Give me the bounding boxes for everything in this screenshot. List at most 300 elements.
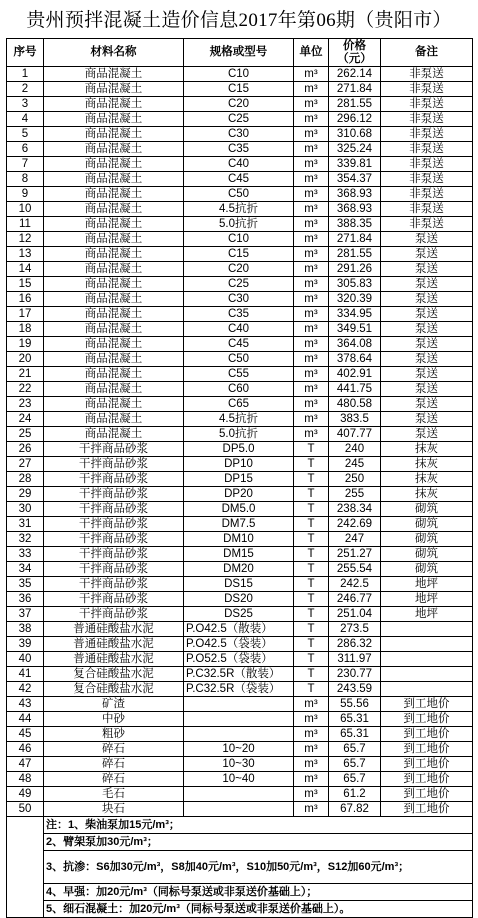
material-name: 商品混凝土 bbox=[44, 322, 184, 337]
material-name: 商品混凝土 bbox=[44, 127, 184, 142]
spec-model: C15 bbox=[184, 247, 294, 262]
table-row bbox=[7, 562, 473, 577]
material-name: 商品混凝土 bbox=[44, 112, 184, 127]
row-number: 39 bbox=[7, 637, 44, 652]
unit: m³ bbox=[294, 382, 329, 397]
row-number: 10 bbox=[7, 202, 44, 217]
price: 349.51 bbox=[329, 322, 381, 337]
row-number: 49 bbox=[7, 787, 44, 802]
spec-model: DS20 bbox=[184, 592, 294, 607]
row-number: 2 bbox=[7, 82, 44, 97]
row-number: 43 bbox=[7, 697, 44, 712]
unit: m³ bbox=[294, 157, 329, 172]
spec-model: DM15 bbox=[184, 547, 294, 562]
row-number: 45 bbox=[7, 727, 44, 742]
note-spacer bbox=[7, 834, 44, 851]
spec-model: DP20 bbox=[184, 487, 294, 502]
remark: 抹灰 bbox=[381, 487, 473, 502]
table-row bbox=[7, 202, 473, 217]
spec-model: 10~40 bbox=[184, 772, 294, 787]
spec-model: C30 bbox=[184, 292, 294, 307]
note-text: 5、细石混凝土：加20元/m³（同标号泵送或非泵送价基础上）。 bbox=[44, 901, 473, 918]
row-number: 6 bbox=[7, 142, 44, 157]
remark: 到工地价 bbox=[381, 787, 473, 802]
table-row bbox=[7, 682, 473, 697]
table-row bbox=[7, 232, 473, 247]
unit: m³ bbox=[294, 307, 329, 322]
price: 325.24 bbox=[329, 142, 381, 157]
table-row bbox=[7, 487, 473, 502]
spec-model: DM7.5 bbox=[184, 517, 294, 532]
unit: T bbox=[294, 442, 329, 457]
unit: m³ bbox=[294, 292, 329, 307]
spec-model: C50 bbox=[184, 187, 294, 202]
material-name: 商品混凝土 bbox=[44, 142, 184, 157]
table-row bbox=[7, 157, 473, 172]
remark: 砌筑 bbox=[381, 562, 473, 577]
price: 364.08 bbox=[329, 337, 381, 352]
spec-model bbox=[184, 712, 294, 727]
remark: 到工地价 bbox=[381, 727, 473, 742]
price: 281.55 bbox=[329, 97, 381, 112]
remark: 泵送 bbox=[381, 262, 473, 277]
row-number: 29 bbox=[7, 487, 44, 502]
table-row bbox=[7, 457, 473, 472]
header-name: 材料名称 bbox=[44, 39, 184, 67]
row-number: 19 bbox=[7, 337, 44, 352]
material-name: 商品混凝土 bbox=[44, 217, 184, 232]
unit: T bbox=[294, 547, 329, 562]
material-name: 干拌商品砂浆 bbox=[44, 487, 184, 502]
row-number: 11 bbox=[7, 217, 44, 232]
price: 255.54 bbox=[329, 562, 381, 577]
price-table bbox=[6, 38, 473, 918]
spec-model: C15 bbox=[184, 82, 294, 97]
table-row bbox=[7, 172, 473, 187]
table-row bbox=[7, 112, 473, 127]
material-name: 商品混凝土 bbox=[44, 157, 184, 172]
remark: 到工地价 bbox=[381, 757, 473, 772]
spec-model: DP10 bbox=[184, 457, 294, 472]
remark: 到工地价 bbox=[381, 802, 473, 817]
spec-model: 4.5抗折 bbox=[184, 412, 294, 427]
remark bbox=[381, 637, 473, 652]
remark bbox=[381, 622, 473, 637]
spec-model: P.C32.5R（袋装） bbox=[184, 682, 294, 697]
table-row bbox=[7, 427, 473, 442]
spec-model: P.C32.5R（散装） bbox=[184, 667, 294, 682]
price: 383.5 bbox=[329, 412, 381, 427]
unit: m³ bbox=[294, 367, 329, 382]
table-row bbox=[7, 412, 473, 427]
table-row bbox=[7, 772, 473, 787]
unit: T bbox=[294, 682, 329, 697]
table-row bbox=[7, 757, 473, 772]
unit: m³ bbox=[294, 277, 329, 292]
price: 65.31 bbox=[329, 727, 381, 742]
material-name: 干拌商品砂浆 bbox=[44, 592, 184, 607]
table-row bbox=[7, 472, 473, 487]
table-row bbox=[7, 292, 473, 307]
unit: m³ bbox=[294, 67, 329, 82]
row-number: 3 bbox=[7, 97, 44, 112]
row-number: 5 bbox=[7, 127, 44, 142]
unit: T bbox=[294, 637, 329, 652]
spec-model: C60 bbox=[184, 382, 294, 397]
note-row bbox=[7, 901, 473, 918]
material-name: 干拌商品砂浆 bbox=[44, 547, 184, 562]
remark: 到工地价 bbox=[381, 742, 473, 757]
spec-model: 4.5抗折 bbox=[184, 202, 294, 217]
row-number: 38 bbox=[7, 622, 44, 637]
price: 61.2 bbox=[329, 787, 381, 802]
table-row bbox=[7, 787, 473, 802]
unit: m³ bbox=[294, 232, 329, 247]
table-row bbox=[7, 247, 473, 262]
price: 291.26 bbox=[329, 262, 381, 277]
remark: 非泵送 bbox=[381, 172, 473, 187]
remark: 泵送 bbox=[381, 292, 473, 307]
note-row bbox=[7, 884, 473, 901]
price: 55.56 bbox=[329, 697, 381, 712]
unit: m³ bbox=[294, 697, 329, 712]
spec-model: 5.0抗折 bbox=[184, 427, 294, 442]
material-name: 干拌商品砂浆 bbox=[44, 532, 184, 547]
spec-model: C35 bbox=[184, 142, 294, 157]
remark: 泵送 bbox=[381, 397, 473, 412]
unit: m³ bbox=[294, 787, 329, 802]
table-row bbox=[7, 742, 473, 757]
unit: m³ bbox=[294, 412, 329, 427]
material-name: 干拌商品砂浆 bbox=[44, 502, 184, 517]
row-number: 30 bbox=[7, 502, 44, 517]
row-number: 8 bbox=[7, 172, 44, 187]
row-number: 42 bbox=[7, 682, 44, 697]
table-row bbox=[7, 637, 473, 652]
row-number: 16 bbox=[7, 292, 44, 307]
spec-model bbox=[184, 787, 294, 802]
unit: m³ bbox=[294, 112, 329, 127]
unit: T bbox=[294, 667, 329, 682]
table-row bbox=[7, 127, 473, 142]
spec-model: DP5.0 bbox=[184, 442, 294, 457]
spec-model: 10~30 bbox=[184, 757, 294, 772]
spec-model: DM10 bbox=[184, 532, 294, 547]
note-text: 4、早强：加20元/m³（同标号泵送或非泵送价基础上）； bbox=[44, 884, 473, 901]
remark: 到工地价 bbox=[381, 697, 473, 712]
remark: 到工地价 bbox=[381, 772, 473, 787]
spec-model bbox=[184, 802, 294, 817]
spec-model: C20 bbox=[184, 97, 294, 112]
remark: 非泵送 bbox=[381, 157, 473, 172]
row-number: 4 bbox=[7, 112, 44, 127]
spec-model: P.O52.5（袋装） bbox=[184, 652, 294, 667]
spec-model: C45 bbox=[184, 337, 294, 352]
table-row bbox=[7, 712, 473, 727]
table-row bbox=[7, 187, 473, 202]
material-name: 干拌商品砂浆 bbox=[44, 517, 184, 532]
row-number: 15 bbox=[7, 277, 44, 292]
price: 262.14 bbox=[329, 67, 381, 82]
table-row bbox=[7, 577, 473, 592]
spec-model bbox=[184, 727, 294, 742]
price: 247 bbox=[329, 532, 381, 547]
unit: m³ bbox=[294, 142, 329, 157]
price: 271.84 bbox=[329, 82, 381, 97]
remark: 砌筑 bbox=[381, 532, 473, 547]
remark: 泵送 bbox=[381, 382, 473, 397]
table-row bbox=[7, 352, 473, 367]
remark: 泵送 bbox=[381, 352, 473, 367]
row-number: 41 bbox=[7, 667, 44, 682]
price: 243.59 bbox=[329, 682, 381, 697]
unit: m³ bbox=[294, 187, 329, 202]
remark: 非泵送 bbox=[381, 187, 473, 202]
table-row bbox=[7, 517, 473, 532]
row-number: 1 bbox=[7, 67, 44, 82]
table-row bbox=[7, 592, 473, 607]
row-number: 46 bbox=[7, 742, 44, 757]
price: 388.35 bbox=[329, 217, 381, 232]
unit: m³ bbox=[294, 742, 329, 757]
table-row bbox=[7, 502, 473, 517]
price: 354.37 bbox=[329, 172, 381, 187]
remark bbox=[381, 652, 473, 667]
remark: 泵送 bbox=[381, 367, 473, 382]
material-name: 商品混凝土 bbox=[44, 397, 184, 412]
table-row bbox=[7, 667, 473, 682]
material-name: 商品混凝土 bbox=[44, 307, 184, 322]
row-number: 27 bbox=[7, 457, 44, 472]
spec-model: C20 bbox=[184, 262, 294, 277]
price: 251.27 bbox=[329, 547, 381, 562]
remark: 非泵送 bbox=[381, 82, 473, 97]
table-row bbox=[7, 322, 473, 337]
row-number: 31 bbox=[7, 517, 44, 532]
material-name: 商品混凝土 bbox=[44, 427, 184, 442]
remark: 地坪 bbox=[381, 577, 473, 592]
unit: m³ bbox=[294, 772, 329, 787]
unit: m³ bbox=[294, 262, 329, 277]
material-name: 碎石 bbox=[44, 757, 184, 772]
spec-model: C10 bbox=[184, 67, 294, 82]
note-text: 2、臂架泵加30元/m³； bbox=[44, 834, 473, 851]
table-row bbox=[7, 442, 473, 457]
note-spacer bbox=[7, 817, 44, 834]
spec-model bbox=[184, 697, 294, 712]
material-name: 矿渣 bbox=[44, 697, 184, 712]
table-row bbox=[7, 382, 473, 397]
table-row bbox=[7, 217, 473, 232]
row-number: 33 bbox=[7, 547, 44, 562]
row-number: 22 bbox=[7, 382, 44, 397]
unit: m³ bbox=[294, 427, 329, 442]
spec-model: P.O42.5（袋装） bbox=[184, 637, 294, 652]
material-name: 商品混凝土 bbox=[44, 202, 184, 217]
row-number: 26 bbox=[7, 442, 44, 457]
material-name: 碎石 bbox=[44, 772, 184, 787]
unit: T bbox=[294, 562, 329, 577]
unit: T bbox=[294, 577, 329, 592]
price: 286.32 bbox=[329, 637, 381, 652]
spec-model: C40 bbox=[184, 157, 294, 172]
price: 251.04 bbox=[329, 607, 381, 622]
unit: T bbox=[294, 592, 329, 607]
remark bbox=[381, 667, 473, 682]
material-name: 商品混凝土 bbox=[44, 232, 184, 247]
remark: 非泵送 bbox=[381, 97, 473, 112]
unit: m³ bbox=[294, 757, 329, 772]
table-row bbox=[7, 697, 473, 712]
spec-model: C65 bbox=[184, 397, 294, 412]
price: 67.82 bbox=[329, 802, 381, 817]
price: 281.55 bbox=[329, 247, 381, 262]
remark: 非泵送 bbox=[381, 142, 473, 157]
table-row bbox=[7, 67, 473, 82]
material-name: 干拌商品砂浆 bbox=[44, 457, 184, 472]
header-spec: 规格或型号 bbox=[184, 39, 294, 67]
header-price: 价格 （元） bbox=[329, 39, 381, 67]
table-row bbox=[7, 802, 473, 817]
unit: m³ bbox=[294, 247, 329, 262]
unit: T bbox=[294, 502, 329, 517]
spec-model: DP15 bbox=[184, 472, 294, 487]
material-name: 商品混凝土 bbox=[44, 337, 184, 352]
spec-model: DS25 bbox=[184, 607, 294, 622]
table-row bbox=[7, 727, 473, 742]
price: 334.95 bbox=[329, 307, 381, 322]
spec-model: DM20 bbox=[184, 562, 294, 577]
price: 250 bbox=[329, 472, 381, 487]
unit: m³ bbox=[294, 352, 329, 367]
remark: 抹灰 bbox=[381, 442, 473, 457]
remark: 泵送 bbox=[381, 427, 473, 442]
note-spacer bbox=[7, 901, 44, 918]
note-spacer bbox=[7, 884, 44, 901]
remark: 泵送 bbox=[381, 277, 473, 292]
price: 480.58 bbox=[329, 397, 381, 412]
material-name: 普通硅酸盐水泥 bbox=[44, 622, 184, 637]
row-number: 36 bbox=[7, 592, 44, 607]
material-name: 碎石 bbox=[44, 742, 184, 757]
unit: m³ bbox=[294, 82, 329, 97]
material-name: 干拌商品砂浆 bbox=[44, 562, 184, 577]
spec-model: 5.0抗折 bbox=[184, 217, 294, 232]
unit: m³ bbox=[294, 712, 329, 727]
spec-model: C45 bbox=[184, 172, 294, 187]
unit: T bbox=[294, 472, 329, 487]
remark: 砌筑 bbox=[381, 502, 473, 517]
price: 368.93 bbox=[329, 202, 381, 217]
table-row bbox=[7, 652, 473, 667]
unit: m³ bbox=[294, 97, 329, 112]
spec-model: DS15 bbox=[184, 577, 294, 592]
header-unit: 单位 bbox=[294, 39, 329, 67]
material-name: 干拌商品砂浆 bbox=[44, 442, 184, 457]
row-number: 35 bbox=[7, 577, 44, 592]
row-number: 28 bbox=[7, 472, 44, 487]
price: 230.77 bbox=[329, 667, 381, 682]
unit: T bbox=[294, 457, 329, 472]
row-number: 24 bbox=[7, 412, 44, 427]
remark: 到工地价 bbox=[381, 712, 473, 727]
remark: 非泵送 bbox=[381, 127, 473, 142]
material-name: 粗砂 bbox=[44, 727, 184, 742]
remark: 泵送 bbox=[381, 232, 473, 247]
spec-model: C25 bbox=[184, 112, 294, 127]
remark: 砌筑 bbox=[381, 517, 473, 532]
spec-model: C10 bbox=[184, 232, 294, 247]
spec-model: DM5.0 bbox=[184, 502, 294, 517]
remark: 抹灰 bbox=[381, 472, 473, 487]
material-name: 毛石 bbox=[44, 787, 184, 802]
unit: T bbox=[294, 487, 329, 502]
row-number: 21 bbox=[7, 367, 44, 382]
unit: m³ bbox=[294, 172, 329, 187]
remark: 砌筑 bbox=[381, 547, 473, 562]
price: 378.64 bbox=[329, 352, 381, 367]
unit: T bbox=[294, 607, 329, 622]
table-row bbox=[7, 142, 473, 157]
row-number: 17 bbox=[7, 307, 44, 322]
material-name: 商品混凝土 bbox=[44, 67, 184, 82]
unit: m³ bbox=[294, 322, 329, 337]
price: 65.7 bbox=[329, 772, 381, 787]
price: 310.68 bbox=[329, 127, 381, 142]
table-row bbox=[7, 622, 473, 637]
material-name: 商品混凝土 bbox=[44, 262, 184, 277]
unit: m³ bbox=[294, 337, 329, 352]
row-number: 14 bbox=[7, 262, 44, 277]
price: 65.31 bbox=[329, 712, 381, 727]
material-name: 商品混凝土 bbox=[44, 277, 184, 292]
table-row bbox=[7, 397, 473, 412]
price: 368.93 bbox=[329, 187, 381, 202]
row-number: 40 bbox=[7, 652, 44, 667]
price: 339.81 bbox=[329, 157, 381, 172]
material-name: 商品混凝土 bbox=[44, 367, 184, 382]
material-name: 商品混凝土 bbox=[44, 382, 184, 397]
price: 402.91 bbox=[329, 367, 381, 382]
remark: 泵送 bbox=[381, 247, 473, 262]
remark: 泵送 bbox=[381, 307, 473, 322]
price: 271.84 bbox=[329, 232, 381, 247]
remark: 非泵送 bbox=[381, 67, 473, 82]
spec-model: C35 bbox=[184, 307, 294, 322]
price: 240 bbox=[329, 442, 381, 457]
remark bbox=[381, 682, 473, 697]
table-row bbox=[7, 367, 473, 382]
note-row bbox=[7, 817, 473, 834]
spec-model: C50 bbox=[184, 352, 294, 367]
price: 65.7 bbox=[329, 742, 381, 757]
row-number: 32 bbox=[7, 532, 44, 547]
note-spacer bbox=[7, 851, 44, 884]
unit: T bbox=[294, 532, 329, 547]
spec-model: C55 bbox=[184, 367, 294, 382]
remark: 地坪 bbox=[381, 592, 473, 607]
material-name: 块石 bbox=[44, 802, 184, 817]
material-name: 商品混凝土 bbox=[44, 172, 184, 187]
price: 242.69 bbox=[329, 517, 381, 532]
price: 242.5 bbox=[329, 577, 381, 592]
price: 65.7 bbox=[329, 757, 381, 772]
unit: m³ bbox=[294, 802, 329, 817]
note-row bbox=[7, 851, 473, 884]
material-name: 普通硅酸盐水泥 bbox=[44, 652, 184, 667]
unit: T bbox=[294, 517, 329, 532]
row-number: 50 bbox=[7, 802, 44, 817]
